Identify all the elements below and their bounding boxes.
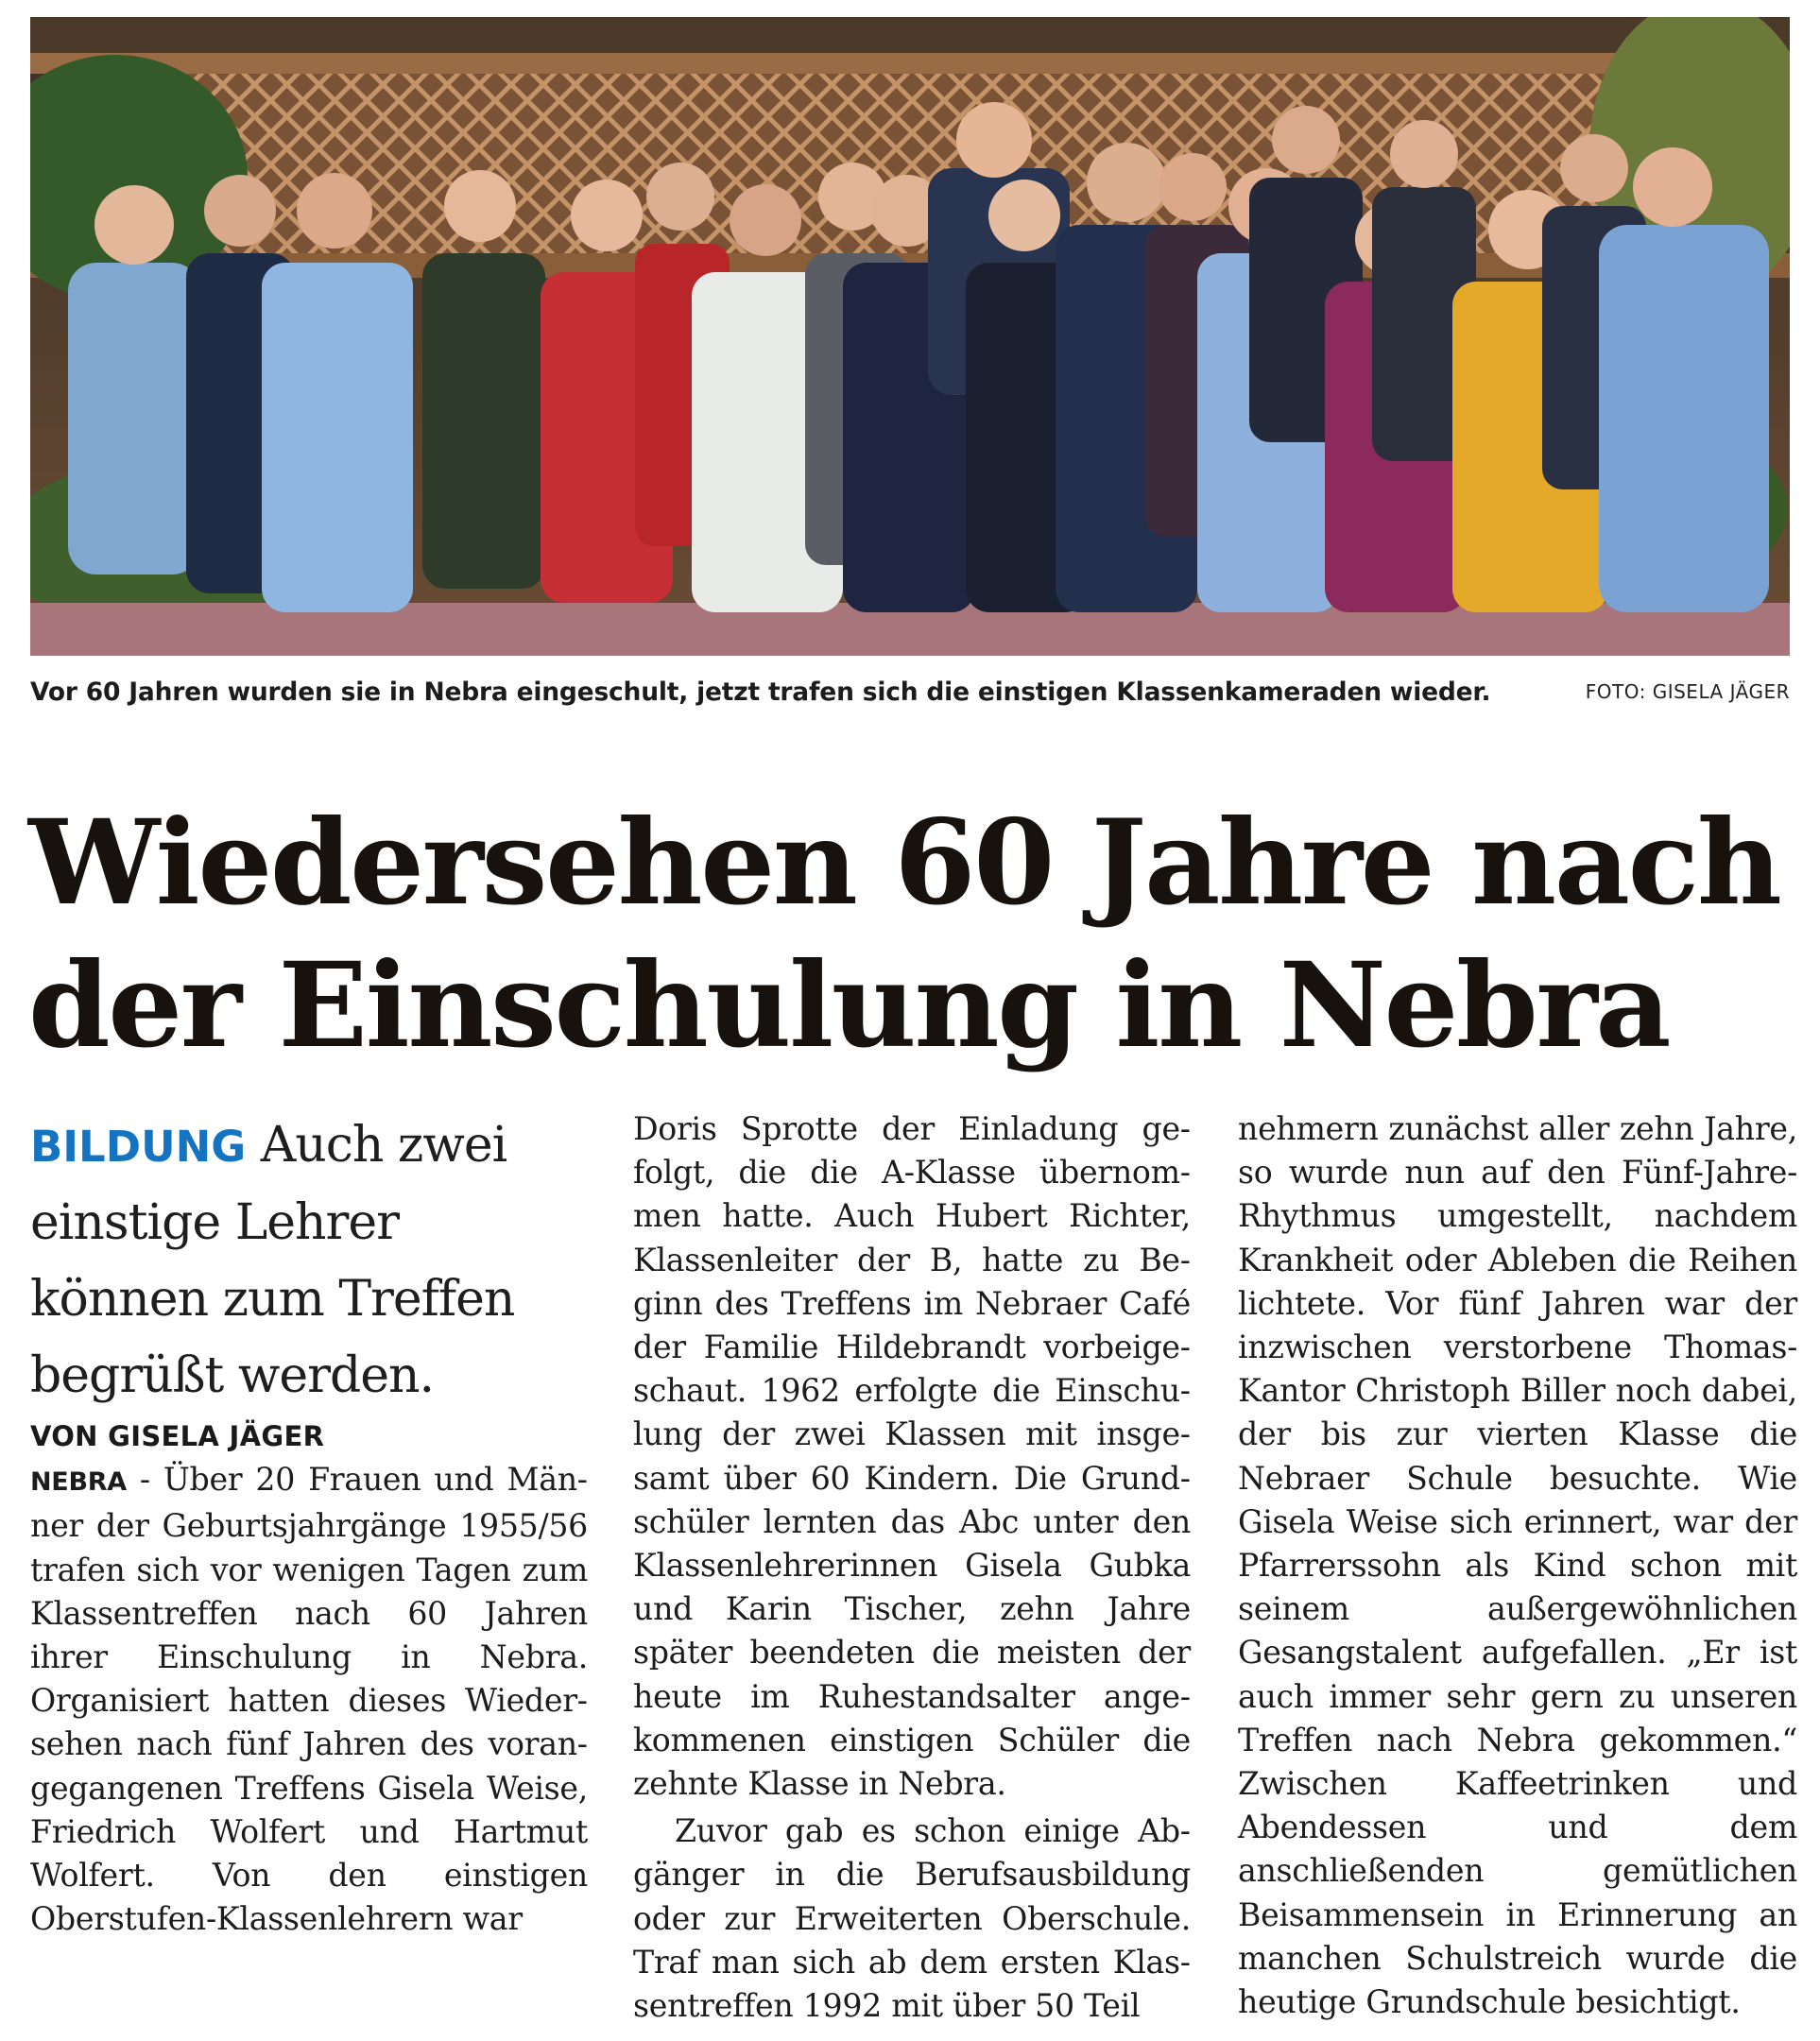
paragraph-4: nehmern zunächst aller zehn Jahre, so wurde nun auf den Fünf-Jahre-Rhythmus umgestellt, nachdem Krankheit oder Ableben die Reihen lichtete. Vor fünf Jahren war der inzwischen verstorbene Thomas-Kantor Christoph Biller noch dabei, der bis zur vierten Klasse die Nebraer Schule besuchte. Wie Gisela Weise sich erinnert, war der Pfarrerssohn als Kind schon mit seinem außergewöhnlichen Gesangstalent aufgefallen. „Er ist auch immer sehr gern zu unseren Treffen nach Nebra gekommen.“ Zwischen Kaffeetrinken und Abendessen und dem anschließenden gemütlichen Beisammensein in Erinnerung an manchen Schulstreich wurde die heutige Grundschule besichtigt. (1238, 1110, 1797, 2021)
dateline: NEBRA (30, 1467, 127, 1498)
kicker: BILDUNG (30, 1122, 247, 1172)
paragraph-2: Doris Sprotte der Einladung gefolgt, die die A-Klasse übernommen hatte. Auch Hubert Richter, Klassenleiter der B, hatte zu Beginn des Treffens im Nebraer Café der Familie Hildebrandt vorbeigeschaut. 1962 erfolgte die Einschulung der zwei Klassen mit insgesamt über 60 Kindern. Die Grundschüler lernten das Abc unter den Klassenlehrerinnen Gisela Gubka und Karin Tischer, zehn Jahre später beendeten die meisten der heute im Ruhestandsalter angekommenen einstigen Schüler die zehnte Klasse in Nebra. (633, 1110, 1191, 1803)
column-3 (1238, 1107, 1797, 2024)
caption-text: Vor 60 Jahren wurden sie in Nebra eingeschult, jetzt trafen sich die einstigen Klassenkameraden wieder. (30, 677, 1491, 707)
column-2 (633, 1107, 1191, 2028)
paragraph-1 (30, 1458, 588, 1941)
group-photo (30, 17, 1790, 656)
byline: VON GISELA JÄGER (30, 1420, 325, 1452)
column-1 (30, 1107, 588, 1941)
photo-credit: FOTO: GISELA JÄGER (1585, 680, 1790, 703)
paragraph-3: Zuvor gab es schon einige Abgänger in die Berufsausbildung oder zur Erweiterten Oberschule. Traf man sich ab dem ersten Klassentreffen 1992 mit über 50 Teil (633, 1812, 1191, 2025)
teaser (30, 1107, 588, 1415)
teaser-text: Auch zwei einstige Lehrer können zum Treffen begrüßt werden. (30, 1117, 515, 1404)
group-photo-illustration (30, 17, 1790, 656)
photo-caption (30, 673, 1790, 711)
article-headline: Wiedersehen 60 Jahre nach der Einschulung in Nebra (28, 795, 1780, 1074)
paragraph-1-text: - Über 20 Frauen und Männer der Geburtsjahrgänge 1955/56 trafen sich vor wenigen Tagen zum Klassentreffen nach 60 Jahren ihrer Einschulung in Nebra. Organisiert hatten dieses Wiedersehen nach fünf Jahren des vorangegangenen Treffens Gisela Weise, Friedrich Wolfert und Hartmut Wolfert. Von den einstigen Oberstufen-Klassenlehrern war (30, 1461, 588, 1938)
